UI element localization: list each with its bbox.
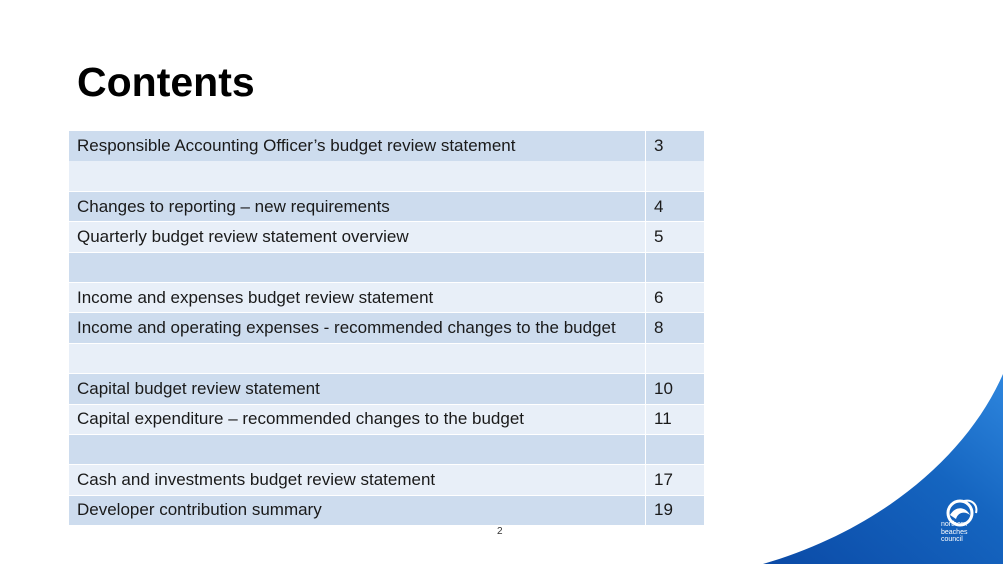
toc-entry-page: 19 [646, 496, 704, 526]
toc-entry-page [646, 161, 704, 191]
toc-entry-page [646, 435, 704, 465]
table-row[interactable] [69, 405, 704, 435]
table-row-blank [69, 435, 704, 465]
toc-entry-text: Responsible Accounting Officer’s budget review statement [69, 131, 645, 161]
toc-entry-page [646, 344, 704, 374]
toc-entry-page: 6 [646, 283, 704, 313]
toc-entry-page: 5 [646, 222, 704, 252]
toc-entry-text [69, 435, 645, 465]
table-row[interactable] [69, 131, 704, 161]
toc-entry-text: Quarterly budget review statement overview [69, 222, 645, 252]
table-row-blank [69, 344, 704, 374]
toc-entry-text: Changes to reporting – new requirements [69, 192, 645, 222]
toc-entry-text: Capital budget review statement [69, 374, 645, 404]
page-title: Contents [77, 59, 255, 105]
toc-entry-text: Income and operating expenses - recommended changes to the budget [69, 313, 645, 343]
logo-line: council [941, 536, 963, 543]
toc-entry-page [646, 253, 704, 283]
toc-entry-text [69, 161, 645, 191]
council-logo-text [941, 521, 981, 544]
table-row[interactable] [69, 313, 704, 343]
toc-entry-page: 11 [646, 405, 704, 435]
table-row[interactable] [69, 374, 704, 404]
table-row[interactable] [69, 496, 704, 526]
table-row-blank [69, 161, 704, 191]
toc-entry-text [69, 344, 645, 374]
toc-entry-page: 8 [646, 313, 704, 343]
table-row[interactable] [69, 192, 704, 222]
toc-entry-text: Developer contribution summary [69, 496, 645, 526]
contents-table [69, 131, 704, 526]
toc-entry-page: 4 [646, 192, 704, 222]
slide-page-number: 2 [497, 526, 503, 537]
toc-entry-text [69, 253, 645, 283]
table-row-blank [69, 253, 704, 283]
table-row[interactable] [69, 222, 704, 252]
table-row[interactable] [69, 283, 704, 313]
logo-line: northern [941, 521, 968, 528]
toc-entry-text: Income and expenses budget review statement [69, 283, 645, 313]
toc-entry-text: Cash and investments budget review statement [69, 465, 645, 495]
logo-line: beaches [941, 528, 968, 536]
toc-entry-page: 17 [646, 465, 704, 495]
table-row[interactable] [69, 465, 704, 495]
toc-entry-page: 3 [646, 131, 704, 161]
toc-entry-text: Capital expenditure – recommended changes to the budget [69, 405, 645, 435]
toc-entry-page: 10 [646, 374, 704, 404]
